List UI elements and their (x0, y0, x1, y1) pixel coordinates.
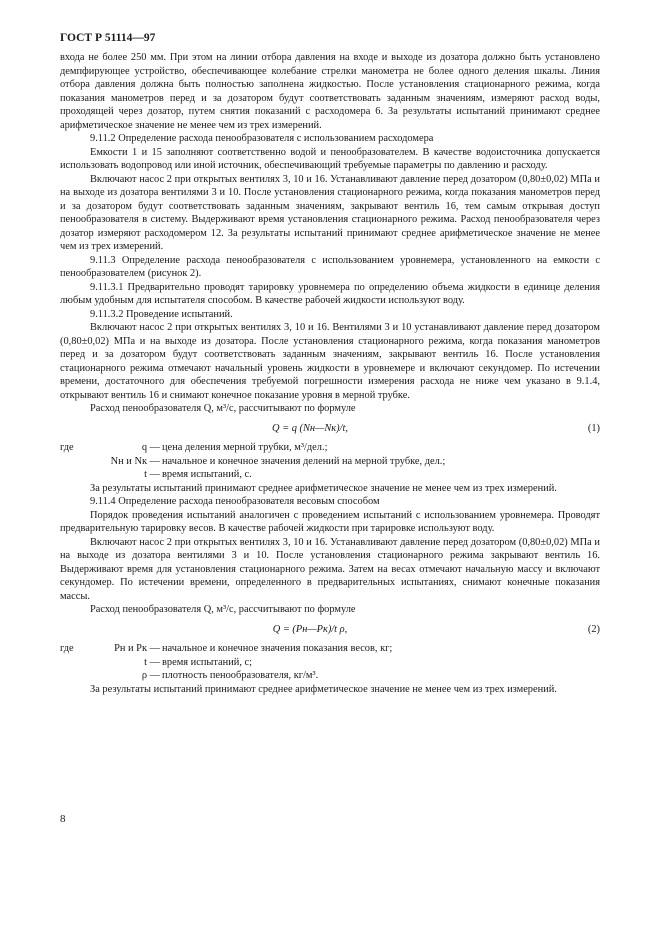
paragraph: За результаты испытаний принимают среднее арифметическое значение не менее чем из трех измерений. (90, 482, 557, 494)
paragraph: Емкости 1 и 15 заполняют соответственно водой и пенообразователем. В качестве водоисточника допускается использовать водопровод или иной источник, обеспечивающий требуемые параметры по давлению и расходу. (60, 146, 600, 171)
legend-row: где Pн и Pк — начальное и конечное значения показания весов, кг; (60, 643, 393, 654)
section-heading-9-11-4: 9.11.4 Определение расхода пенообразователя весовым способом (90, 496, 380, 507)
formula-expression: Q = q (Nн—Nк)/t, (272, 422, 348, 434)
paragraph: входа не более 250 мм. При этом на линии отбора давления на входе и выходе из дозатора должно быть установлено демпфирующее устройство, обеспечивающее колебание стрелки манометра не более одного деления шкалы. Линия отбора давления должна быть полностью заполнена жидкостью. После установления стационарного режима, когда показания манометров перед и за дозатором будут соответствовать заданным значениям, измеряют расход воды, проходящей через дозатор, путем снятия показаний с расходомера 6. За результаты испытаний принимают среднее арифметическое значение не менее чем из трех измерений. (60, 52, 600, 131)
paragraph: Порядок проведения испытаний аналогичен с проведением испытаний с использованием уровнемера. Проводят предварительную тарировку весов. В качестве рабочей жидкости при тарировке используют воду. (60, 509, 600, 534)
page-body (60, 51, 600, 696)
legend-row: t — время испытаний, с; (144, 656, 253, 668)
paragraph: Включают насос 2 при открытых вентилях 3, 10 и 16. Устанавливают давление перед дозатором (0,80±0,02) МПа и на выходе из дозатора вентилями 3 и 10. После установления стационарного режима закрывают вентиль 16. Выдерживают время для установления стационарного режима. Затем на весах отмечают начальную массу и включают секундомер. По истечении времени, определенного в предварительных испытаниях, снимают конечные показания массы. (60, 536, 600, 602)
paragraph: 9.11.3.1 Предварительно проводят тарировку уровнемера по определению объема жидкости в единице деления любым удобным для испытателя способом. В качестве рабочей жидкости используют воду. (60, 281, 600, 306)
page-number: 8 (60, 813, 66, 825)
formula-expression: Q = (Pн—Pк)/t ρ, (272, 623, 348, 635)
paragraph: За результаты испытаний принимают среднее арифметическое значение не менее чем из трех измерений. (90, 683, 557, 695)
legend-row: t — время испытаний, с. (144, 469, 252, 480)
formula-1-legend (60, 441, 600, 482)
paragraph: Расход пенообразователя Q, м³/с, рассчитывают по формуле (90, 604, 356, 615)
formula-2-legend (60, 642, 600, 683)
section-heading-9-11-3-2: 9.11.3.2 Проведение испытаний. (90, 308, 233, 320)
paragraph: Включают насос 2 при открытых вентилях 3, 10 и 16. Вентилями 3 и 10 устанавливают давление перед дозатором (0,80±0,02) МПа и на выходе из дозатора. После установления стационарного режима, когда показания манометров перед и за дозатором будут соответствовать заданным значениям, закрывают вентиль 16. После установления стационарного режима отмечают начальный уровень жидкости в уровнемере и включают секундомер. По истечении времени, достаточного для обеспечения требуемой погрешности измерения расхода не ниже чем указано в 9.1.4, открывают вентиль 16 и снимают конечное показание уровня в мерной трубке. (60, 322, 600, 401)
legend-row: Nн и Nк — начальное и конечное значения делений на мерной трубке, дел.; (110, 455, 446, 467)
formula-2 (60, 623, 600, 637)
section-heading-9-11-3: 9.11.3 Определение расхода пенообразователя с использованием уровнемера, установленного на емкости с пенообразователем (рисунок 2). (60, 254, 600, 279)
legend-row: ρ — плотность пенообразователя, кг/м³. (141, 670, 319, 681)
formula-number: (1) (587, 422, 600, 434)
page-header: ГОСТ Р 51114—97 (60, 32, 156, 44)
section-heading-9-11-2: 9.11.2 Определение расхода пенообразователя с использованием расходомера (90, 133, 434, 144)
paragraph: Включают насос 2 при открытых вентилях 3, 10 и 16. Устанавливают давление перед дозатором (0,80±0,02) МПа и на выходе из дозатора вентилями 3 и 10. После установления стационарного режима, когда показания манометров перед и за дозатором будут соответствовать заданным значениям, закрывают вентиль 16, тем самым открывая доступ пенообразователя в систему. Выдерживают время установления стационарного режима. Расход пенообразователя через дозатор измеряют расходомером 12. За результаты испытаний принимают среднее арифметическое значение не менее чем из трех измерений. (60, 173, 600, 252)
formula-1 (60, 422, 600, 436)
formula-number: (2) (587, 623, 600, 635)
paragraph: Расход пенообразователя Q, м³/с, рассчитывают по формуле (90, 403, 356, 414)
legend-row: где q — цена деления мерной трубки, м³/дел.; (60, 442, 328, 453)
